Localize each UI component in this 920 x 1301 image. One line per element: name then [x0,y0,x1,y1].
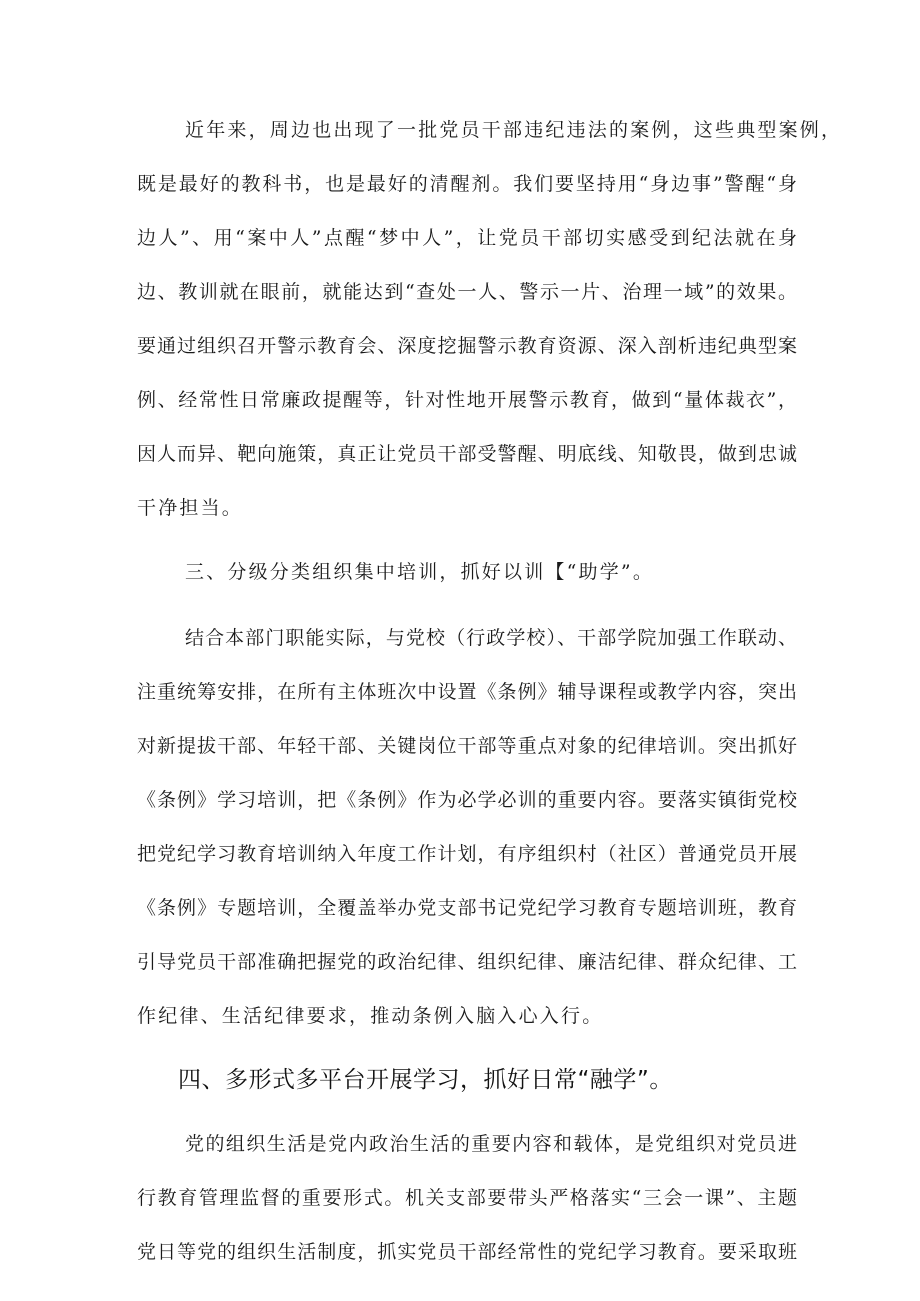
paragraph-line: 既是最好的教科书，也是最好的清醒剂。我们要坚持用“身边事”警醒“身 [137,173,797,195]
section-heading-4: 四、多形式多平台开展学习，抓好日常“融学”。 [178,1067,673,1093]
paragraph-line: 党日等党的组织生活制度，抓实党员干部经常性的党纪学习教育。要采取班 [137,1241,797,1263]
paragraph-line: 作纪律、生活纪律要求，推动条例入脑入心入行。 [137,1005,604,1027]
section-heading-3: 三、分级分类组织集中培训，抓好以训【“助学”。 [185,561,655,583]
paragraph-line: 例、经常性日常廉政提醒等，针对性地开展警示教育，做到“量体裁衣”， [137,389,797,411]
paragraph-line: 行教育管理监督的重要形式。机关支部要带头严格落实“三会一课”、主题 [137,1187,797,1209]
paragraph-line: 引导党员干部准确把握党的政治纪律、组织纪律、廉洁纪律、群众纪律、工 [137,951,797,973]
paragraph-line: 党的组织生活是党内政治生活的重要内容和载体，是党组织对党员进 [185,1133,797,1155]
paragraph-line: 注重统筹安排，在所有主体班次中设置《条例》辅导课程或教学内容，突出 [137,681,797,703]
paragraph-line: 近年来，周边也出现了一批党员干部违纪违法的案例，这些典型案例， [185,119,843,141]
paragraph-line: 《条例》学习培训，把《条例》作为必学必训的重要内容。要落实镇街党校 [137,789,797,811]
paragraph-line: 边、教训就在眼前，就能达到“查处一人、警示一片、治理一域”的效果。 [137,281,797,303]
paragraph-line: 对新提拔干部、年轻干部、关键岗位干部等重点对象的纪律培训。突出抓好 [137,735,797,757]
paragraph-line: 结合本部门职能实际，与党校（行政学校）、干部学院加强工作联动、 [185,627,797,649]
paragraph-line: 因人而异、靶向施策，真正让党员干部受警醒、明底线、知敬畏，做到忠诚 [137,443,797,465]
paragraph-line: 要通过组织召开警示教育会、深度挖掘警示教育资源、深入剖析违纪典型案 [137,335,797,357]
paragraph-line: 边人”、用“案中人”点醒“梦中人”，让党员干部切实感受到纪法就在身 [137,227,797,249]
paragraph-line: 《条例》专题培训，全覆盖举办党支部书记党纪学习教育专题培训班，教育 [137,897,797,919]
paragraph-line: 把党纪学习教育培训纳入年度工作计划，有序组织村（社区）普通党员开展 [137,843,797,865]
paragraph-line: 干净担当。 [137,497,244,519]
